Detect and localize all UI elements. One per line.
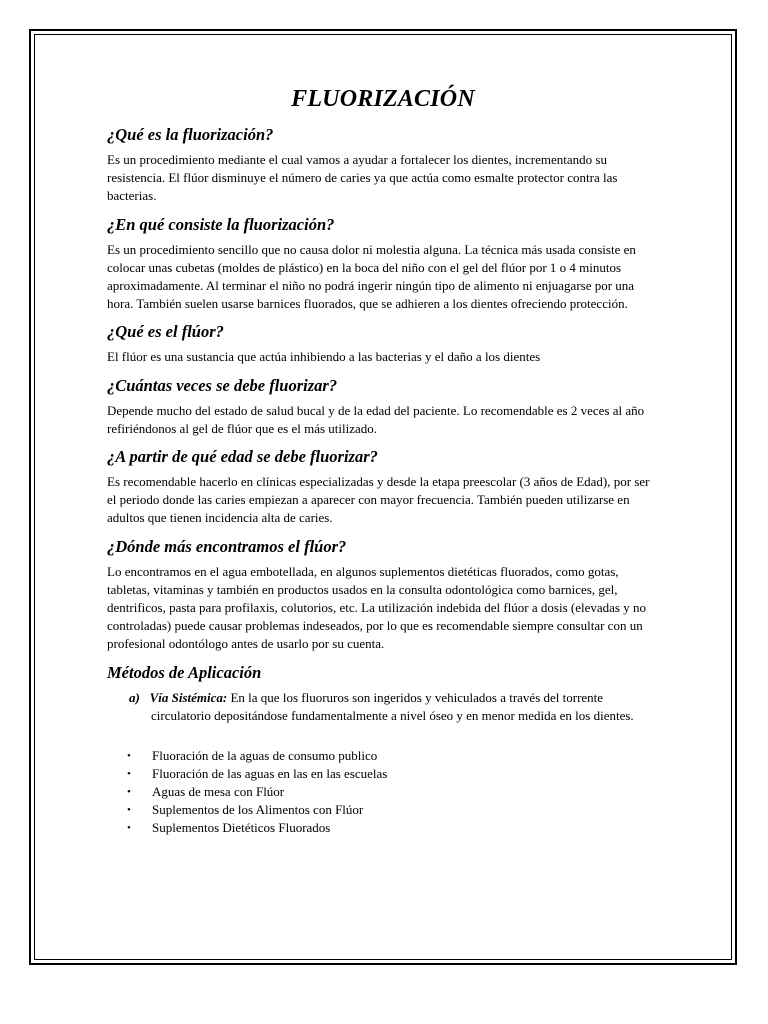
list-item	[107, 819, 659, 837]
document-title: FLUORIZACIÓN	[291, 86, 475, 112]
method-text: En la que los fluoruros son ingeridos y vehiculados a través del torrente circulatorio depositándose fundamentalmente a nivel óseo y en menor medida en los dientes.	[151, 689, 634, 723]
section-paragraph: Es un procedimiento mediante el cual vamos a ayudar a fortalecer los dientes, incrementando su resistencia. El flúor disminuye el número de caries ya que actúa como esmalte protector contra las bacterias.	[107, 152, 618, 204]
list-item-text: Fluoración de la aguas de consumo publico	[152, 748, 378, 764]
bullet-icon: •	[127, 768, 131, 781]
bullet-icon: •	[127, 822, 131, 835]
section-heading: ¿Cuántas veces se debe fluorizar?	[107, 375, 338, 395]
bullet-icon: •	[127, 786, 131, 799]
method-marker: a)	[129, 689, 140, 705]
method-label: Vía Sistémica:	[149, 689, 228, 705]
section-heading: ¿Dónde más encontramos el flúor?	[107, 536, 347, 556]
list-item-text: Fluoración de las aguas en las en las escuelas	[152, 766, 388, 782]
bullet-icon: •	[127, 750, 131, 763]
section-paragraph: Depende mucho del estado de salud bucal y de la edad del paciente. Lo recomendable es 2 veces al año refiriéndonos al gel de flúor que es el más utilizado.	[107, 402, 645, 436]
section-heading: ¿Qué es el flúor?	[107, 322, 224, 342]
list-item-text: Aguas de mesa con Flúor	[152, 784, 285, 800]
bullet-list	[107, 747, 659, 837]
list-item	[107, 801, 659, 819]
section-paragraph: Es un procedimiento sencillo que no causa dolor ni molestia alguna. La técnica más usada consiste en colocar unas cubetas (moldes de plástico) en la boca del niño con el gel del flúor por 1 o 4 minutos aproximadamente. Al terminar el niño no podrá ingerir ningún tipo de alimento ni enjuagarse por una hora. También suelen usarse barnices fluorados, que se adhieren a los dientes ofreciendo protección.	[107, 241, 636, 312]
section-paragraph: Lo encontramos en el agua embotellada, en algunos suplementos dietéticas fluorados, como gotas, tabletas, vitaminas y también en productos usados en la consulta odontológica como barnices, gel, dentrificos, pasta para profilaxis, colutorios, etc. La utilización indebida del flúor a dosis (elevadas y no controladas) puede causar problemas indeseados, por lo que es recomendable siempre consultar con un profesional odontólogo antes de usarlo por su cuenta.	[107, 563, 646, 652]
document-body	[107, 86, 659, 837]
section-heading: ¿A partir de qué edad se debe fluorizar?	[107, 447, 378, 467]
section-paragraph: El flúor es una sustancia que actúa inhibiendo a las bacterias y el daño a los dientes	[107, 349, 541, 365]
list-item	[107, 747, 659, 765]
method-item-systemic	[129, 689, 659, 725]
list-item	[107, 765, 659, 783]
section-paragraph: Es recomendable hacerlo en clínicas especializadas y desde la etapa preescolar (3 años de Edad), por ser el periodo donde las caries empiezan a aparecer con mayor frecuencia. También pueden utilizarse en adultos que tienen incidencia alta de caries.	[107, 474, 650, 526]
section-heading: ¿Qué es la fluorización?	[107, 125, 274, 144]
list-item-text: Suplementos de los Alimentos con Flúor	[152, 802, 364, 818]
bullet-icon: •	[127, 804, 131, 817]
methods-heading: Métodos de Aplicación	[107, 662, 262, 682]
section-heading: ¿En qué consiste la fluorización?	[107, 214, 335, 234]
list-item-text: Suplementos Dietéticos Fluorados	[152, 820, 331, 836]
list-item	[107, 783, 659, 801]
